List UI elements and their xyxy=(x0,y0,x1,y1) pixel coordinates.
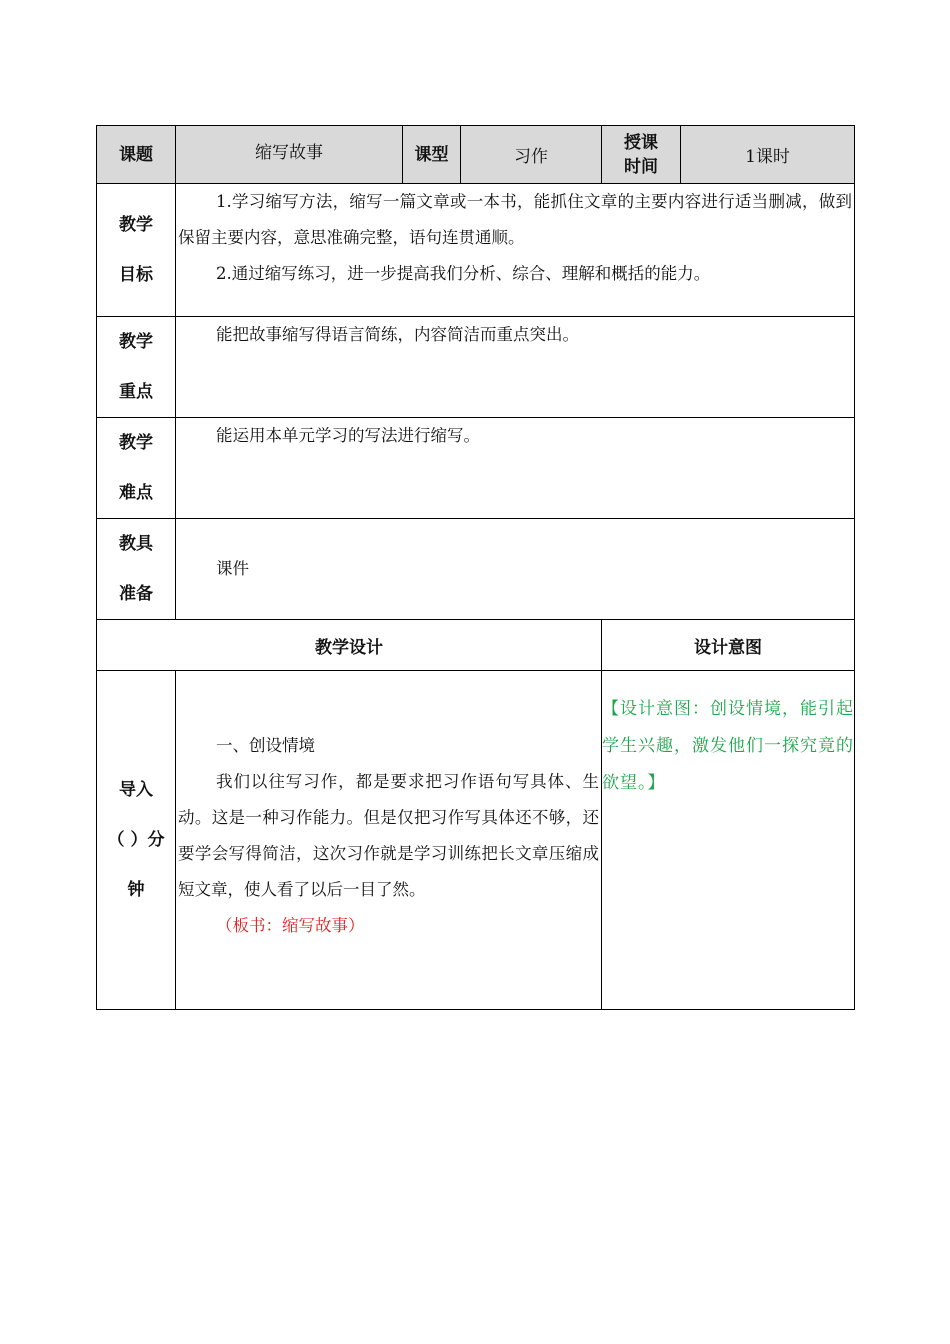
key-points-label-line2: 重点 xyxy=(119,382,153,402)
intro-label-line2: （ ）分 xyxy=(107,830,165,850)
objectives-label xyxy=(97,184,176,317)
intro-heading: 一、创设情境 xyxy=(216,736,315,755)
objective-item: 2.通过缩写练习，进一步提高我们分析、综合、理解和概括的能力。 xyxy=(216,264,711,283)
topic-value: 缩写故事 xyxy=(176,126,403,184)
intent-title: 设计意图 xyxy=(602,620,855,671)
intro-paragraph: 我们以往写习作，都是要求把习作语句写具体、生动。这是一种习作能力。但是仅把习作写具体还不够，还要学会写得简洁，这次习作就是学习训练把长文章压缩成短文章，使人看了以后一目了然。 xyxy=(178,772,599,899)
header-row xyxy=(97,126,855,184)
materials-label-line2: 准备 xyxy=(119,584,153,604)
design-title: 教学设计 xyxy=(97,620,602,671)
intro-row xyxy=(97,671,855,1010)
key-points-label-line1: 教学 xyxy=(119,332,153,352)
key-points-row xyxy=(97,317,855,418)
difficulties-content xyxy=(176,418,855,519)
intro-content xyxy=(176,671,602,1010)
difficulties-row xyxy=(97,418,855,519)
design-header-row xyxy=(97,620,855,671)
difficulties-text: 能运用本单元学习的写法进行缩写。 xyxy=(216,426,480,445)
key-points-content xyxy=(176,317,855,418)
time-label-line1: 授课 xyxy=(624,132,658,153)
materials-label-line1: 教具 xyxy=(119,534,153,554)
board-note: （板书：缩写故事） xyxy=(216,916,365,935)
objectives-label-line2: 目标 xyxy=(119,265,153,285)
type-value: 习作 xyxy=(461,126,602,184)
intro-label-line3: 钟 xyxy=(127,880,145,900)
materials-text: 课件 xyxy=(216,559,249,578)
materials-content xyxy=(176,519,855,620)
intro-label xyxy=(97,671,176,1010)
objectives-label-line1: 教学 xyxy=(119,215,153,235)
key-points-label xyxy=(97,317,176,418)
time-label xyxy=(602,126,681,184)
objectives-content xyxy=(176,184,855,317)
time-label-line2: 时间 xyxy=(624,156,658,177)
materials-label xyxy=(97,519,176,620)
hours-value: 1课时 xyxy=(681,126,855,184)
difficulties-label xyxy=(97,418,176,519)
topic-label: 课题 xyxy=(97,126,176,184)
objective-item: 1.学习缩写方法，缩写一篇文章或一本书，能抓住文章的主要内容进行适当删减，做到保留主要内容，意思准确完整，语句连贯通顺。 xyxy=(178,192,852,247)
key-points-text: 能把故事缩写得语言简练，内容简洁而重点突出。 xyxy=(216,325,579,344)
materials-row xyxy=(97,519,855,620)
intent-text: 【设计意图：创设情境，能引起学生兴趣，激发他们一探究竟的欲望。】 xyxy=(602,671,855,1010)
intro-label-line1: 导入 xyxy=(119,780,153,800)
difficulties-label-line1: 教学 xyxy=(119,433,153,453)
lesson-plan-table xyxy=(96,125,855,1010)
objectives-row xyxy=(97,184,855,317)
type-label: 课型 xyxy=(403,126,461,184)
difficulties-label-line2: 难点 xyxy=(119,483,153,503)
